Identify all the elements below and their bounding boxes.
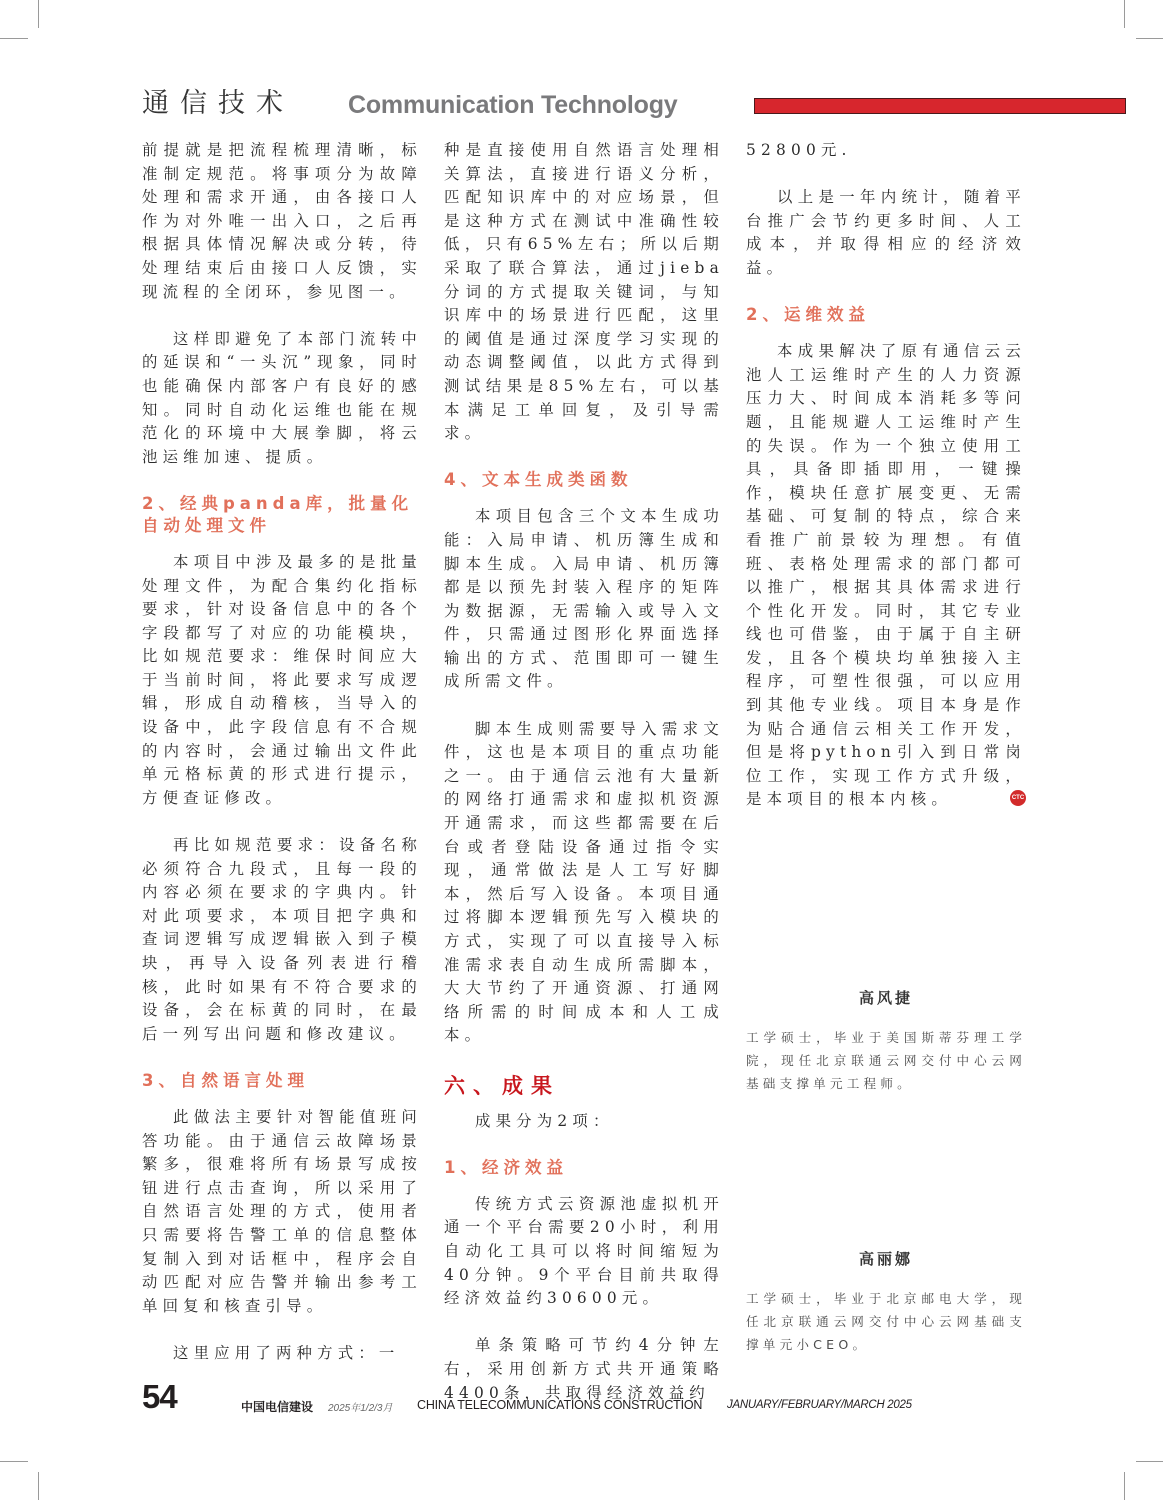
subheading-economic-benefit: 1、经济效益 (444, 1157, 568, 1177)
paragraph: 本项目包含三个文本生成功能：入局申请、机历簿生成和脚本生成。入局申请、机历簿都是以预先封装入程序的矩阵为数据源，无需输入或导入文件，只需通过图形化界面选择输出的方式、范围即可一键生成所需文件。 (444, 507, 724, 691)
text-column-1 (142, 139, 422, 1366)
author-bio-1 (746, 988, 1026, 1095)
ctc-end-mark-icon: CTC (1010, 790, 1026, 806)
author-description: 工学硕士，毕业于北京邮电大学，现任北京联通云网交付中心云网基础支撑单元小CEO。 (746, 1291, 1026, 1352)
paragraph: 以上是一年内统计，随着平台推广会节约更多时间、人工成本，并取得相应的经济效益。 (746, 188, 1026, 277)
header-accent-bar (754, 98, 1126, 114)
author-name: 高风捷 (858, 989, 913, 1007)
text-column-3 (746, 139, 1026, 812)
section-title-en: Communication Technology (348, 91, 678, 119)
running-header (140, 86, 1130, 126)
paragraph: 52800元. (746, 141, 852, 159)
paragraph: 这里应用了两种方式：一 (173, 1343, 400, 1362)
paragraph: 此做法主要针对智能值班问答功能。由于通信云故障场景繁多，很难将所有场景写成按钮进行点击查询，所以采用了自然语言处理的方式，使用者只需要将告警工单的信息整体复制入到对话框中，程序会自动匹配对应告警并输出参考工单回复和核查引导。 (142, 1107, 422, 1315)
subheading-panda: 2、经典panda库，批量化自动处理文件 (142, 493, 414, 535)
author-name: 高丽娜 (858, 1250, 913, 1268)
section-title-cn: 通信技术 (142, 88, 294, 119)
subheading-nlp: 3、自然语言处理 (142, 1070, 309, 1090)
author-description: 工学硕士，毕业于美国斯蒂芬理工学院，现任北京联通云网交付中心云网基础支撑单元工程师。 (746, 1030, 1026, 1091)
paragraph: 这样即避免了本部门流转中的延误和“一头沉”现象，同时也能确保内部客户有良好的感知。同时自动化运维也能在规范化的环境中大展拳脚，将云池运维加速、提质。 (142, 329, 422, 466)
page-footer (142, 1378, 1042, 1418)
crop-mark (1124, 0, 1125, 28)
crop-mark (0, 38, 28, 39)
crop-mark (1136, 1461, 1163, 1462)
paragraph: 前提就是把流程梳理清晰，标准制定规范。将事项分为故障处理和需求开通，由各接口人作为对外唯一出入口，之后再根据具体情况解决或分转，待处理结束后由接口人反馈，实现流程的全闭环，参见图一。 (142, 141, 422, 301)
crop-mark (38, 1472, 39, 1500)
crop-mark (38, 0, 39, 28)
paragraph: 本项目中涉及最多的是批量处理文件，为配合集约化指标要求，针对设备信息中的各个字段都写了对应的功能模块，比如规范要求：维保时间应大于当前时间，将此要求写成逻辑，形成自动稽核，当导入的设备中，此字段信息有不合规的内容时，会通过输出文件此单元格标黄的形式进行提示，方便查证修改。 (142, 552, 422, 807)
page-number: 54 (142, 1378, 177, 1415)
paragraph: 成果分为2项： (475, 1111, 614, 1130)
paragraph: 脚本生成则需要导入需求文件，这也是本项目的重点功能之一。由于通信云池有大量新的网络打通需求和虚拟机资源开通需求，而这些都需要在后台或者登陆设备通过指令实现，通常做法是人工写好脚本，然后写入设备。本项目通过将脚本逻辑预先写入模块的方式，实现了可以直接导入标准需求表自动生成所需脚本，大大节约了开通资源、打通网络所需的时间成本和人工成本。 (444, 719, 724, 1045)
paragraph: 再比如规范要求：设备名称必须符合九段式，且每一段的内容必须在要求的字典内。针对此项要求，本项目把字典和查词逻辑写成逻辑嵌入到子模块，再导入设备列表进行稽核，此时如果有不符合要求的设备，会在标黄的同时，在最后一列写出问题和修改建议。 (142, 836, 422, 1043)
issue-date-cn: 2025年1/2/3月 (328, 1403, 393, 1414)
subheading-ops-benefit: 2、运维效益 (746, 305, 870, 325)
crop-mark (0, 1461, 28, 1462)
paragraph-text: 本成果解决了原有通信云云池人工运维时产生的人力资源压力大、时间成本消耗多等问题，且能规避人工运维时产生的失误。作为一个独立使用工具，具备即插即用，一键操作，模块任意扩展变更、无需基础、可复制的特点，综合来看推广前景较为理想。有值班、表格处理需求的部门都可以推广，根据其具体需求进行个性化开发。同时，其它专业线也可借鉴，由于属于自主研发，且各个模块均单独接入主程序，可塑性很强，可以应用到其他专业线。项目本身是作为贴合通信云相关工作开发，但是将python引入到日常岗位工作，实现工作方式升级，是本项目的根本内核。 (746, 342, 1026, 809)
subheading-text-generation: 4、文本生成类函数 (444, 470, 633, 490)
author-bio-2 (746, 1249, 1026, 1356)
crop-mark (1124, 1472, 1125, 1500)
paragraph: 单条策略可节约4分钟左右，采用创新方式共开通策略4400条，共取得经济效益约 (444, 1336, 724, 1402)
crop-mark (1136, 38, 1163, 39)
magazine-title-cn: 中国电信建设 (241, 1400, 314, 1414)
section-heading-results: 六、成果 (444, 1073, 560, 1098)
magazine-title-en: CHINA TELECOMMUNICATIONS CONSTRUCTION (417, 1398, 703, 1412)
paragraph: 传统方式云资源池虚拟机开通一个平台需要20小时，利用自动化工具可以将时间缩短为40分钟。9个平台目前共取得经济效益约30600元。 (444, 1194, 724, 1308)
issue-date-en: JANUARY/FEBRUARY/MARCH 2025 (727, 1399, 912, 1411)
text-column-2 (444, 139, 724, 1405)
paragraph: 种是直接使用自然语言处理相关算法，直接进行语义分析，匹配知识库中的对应场景，但是这种方式在测试中准确性较低，只有65%左右；所以后期采取了联合算法，通过jieba分词的方式提取关键词，与知识库中的场景进行匹配，这里的阈值是通过深度学习实现的动态调整阈值，以此方式得到测试结果是85%左右，可以基本满足工单回复，及引导需求。 (444, 141, 724, 443)
paragraph (746, 340, 1026, 812)
